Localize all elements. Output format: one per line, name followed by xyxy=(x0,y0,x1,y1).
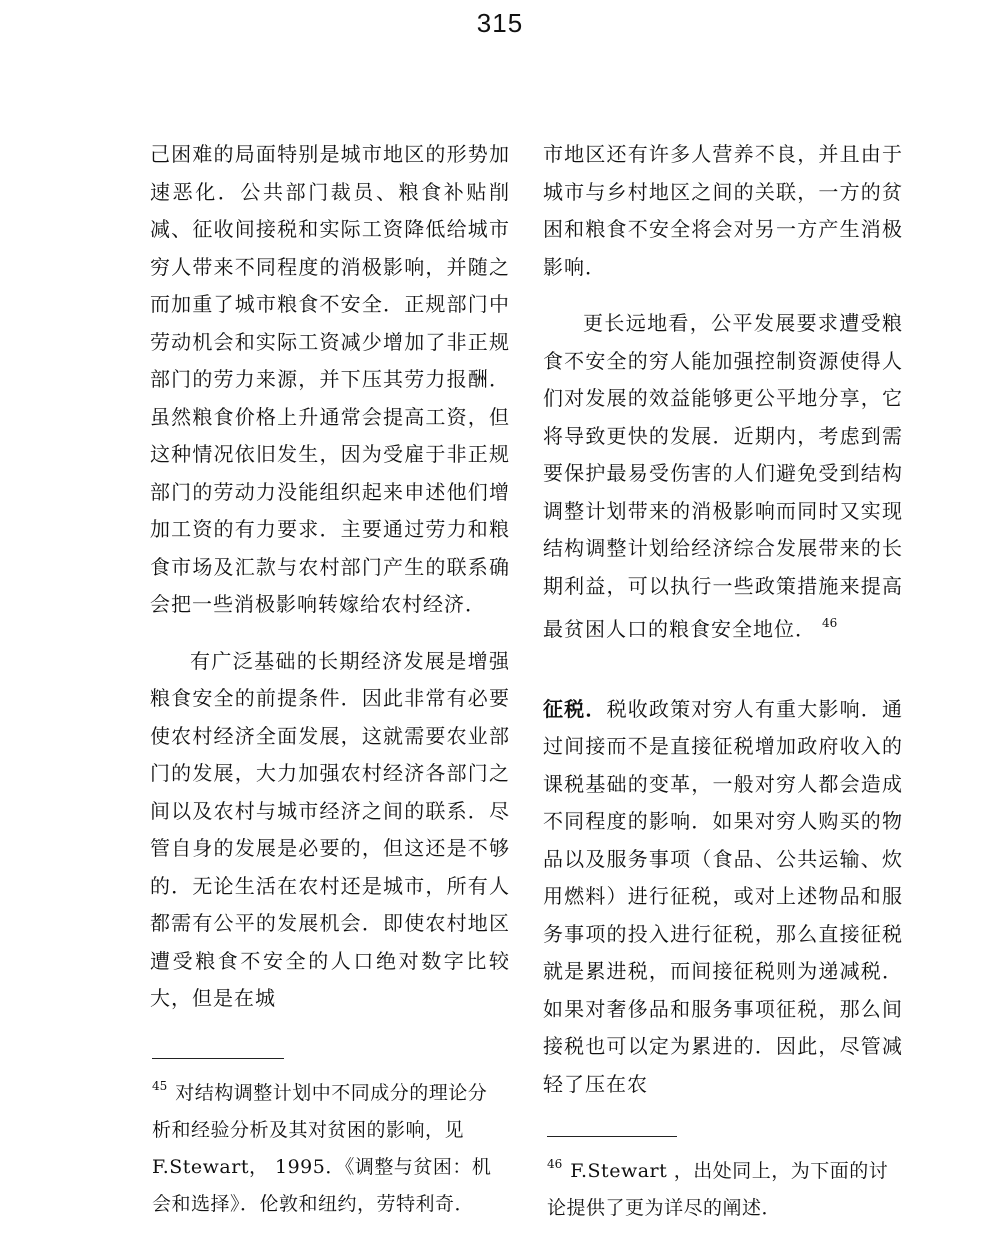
right-paragraph-1: 市地区还有许多人营养不良，并且由于城市与乡村地区之间的关联，一方的贫困和粮食不安全将会对另一方产生消极影响． xyxy=(543,142,903,279)
section-heading-taxation: 征税． xyxy=(543,696,607,721)
right-paragraph-2 xyxy=(543,305,903,649)
footnote-45 xyxy=(152,1068,504,1223)
footnote-separator-left xyxy=(152,1058,284,1059)
footnote-separator-right xyxy=(547,1136,677,1137)
footnote-ref-46: 46 xyxy=(822,616,838,630)
footnote-text-46: F.Stewart ，出处同上，为下面的讨论提供了更为详尽的阐述． xyxy=(547,1160,889,1219)
footnote-46 xyxy=(547,1146,899,1227)
right-paragraph-2-text: 更长远地看，公平发展要求遭受粮食不安全的穷人能加强控制资源使得人们对发展的效益能够更公平地分享，它将导致更快的发展．近期内，考虑到需要保护最易受伤害的人们避免受到结构调整计划带来的消极影响而同时又实现结构调整计划给经济综合发展带来的长期利益，可以执行一些政策措施来提高最贫困人口的粮食安全地位． xyxy=(543,311,903,641)
right-paragraph-3 xyxy=(543,691,903,1104)
footnote-number-45: 45 xyxy=(152,1079,168,1093)
left-paragraph-1: 己困难的局面特别是城市地区的形势加速恶化．公共部门裁员、粮食补贴削减、征收间接税和实际工资降低给城市穷人带来不同程度的消极影响，并随之而加重了城市粮食不安全．正规部门中劳动机会和实际工资减少增加了非正规部门的劳力来源，并下压其劳力报酬．虽然粮食价格上升通常会提高工资，但这种情况依旧发生，因为受雇于非正规部门的劳动力没能组织起来申述他们增加工资的有力要求．主要通过劳力和粮食市场及汇款与农村部门产生的联系确会把一些消极影响转嫁给农村经济． xyxy=(150,142,510,616)
footnote-text-45: 对结构调整计划中不同成分的理论分析和经验分析及其对贫困的影响，见 F.Stewart， 1995．《调整与贫困：机会和选择》．伦敦和纽约，劳特利奇． xyxy=(152,1082,492,1215)
page-number: 315 xyxy=(476,8,524,38)
left-paragraph-2: 有广泛基础的长期经济发展是增强粮食安全的前提条件．因此非常有必要使农村经济全面发展，这就需要农业部门的发展，大力加强农村经济各部门之间以及农村与城市经济之间的联系．尽管自身的发展是必要的，但这还是不够的．无论生活在农村还是城市，所有人都需有公平的发展机会．即使农村地区遭受粮食不安全的人口绝对数字比较大，但是在城 xyxy=(150,648,510,1010)
right-column xyxy=(543,136,903,1103)
left-column xyxy=(150,136,510,1018)
right-paragraph-3-text: 税收政策对穷人有重大影响．通过间接而不是直接征税增加政府收入的课税基础的变革，一般对穷人都会造成不同程度的影响．如果对穷人购买的物品以及服务事项（食品、公共运输、炊用燃料）进行征税，或对上述物品和服务事项的投入进行征税，那么直接征税就是累进税，而间接征税则为递减税．如果对奢侈品和服务事项征税，那么间接税也可以定为累进的．因此，尽管减轻了压在农 xyxy=(543,696,903,1096)
footnote-number-46: 46 xyxy=(547,1157,563,1171)
